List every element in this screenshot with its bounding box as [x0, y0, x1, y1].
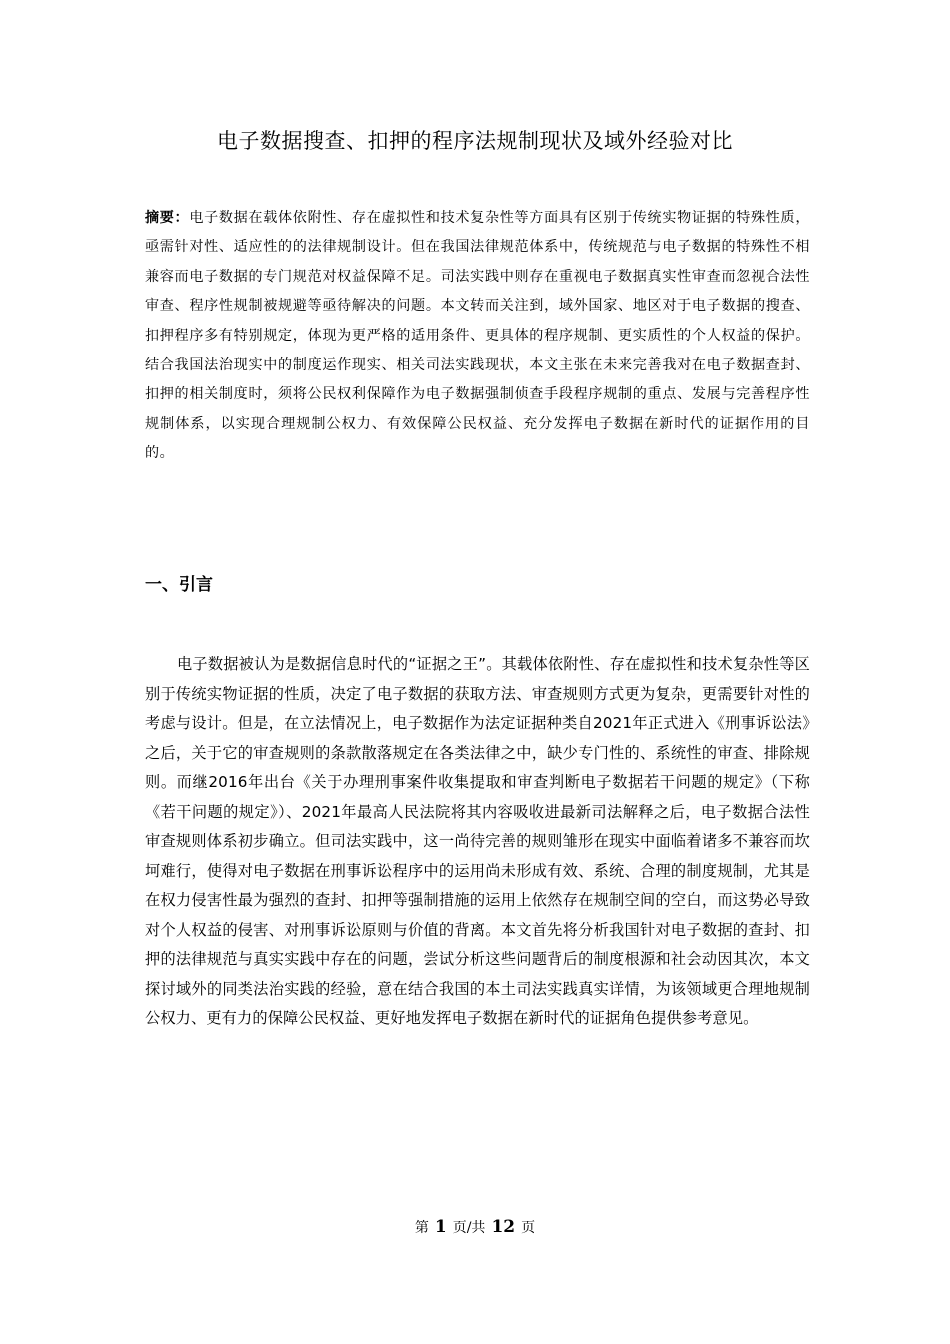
document-title: 电子数据搜查、扣押的程序法规制现状及域外经验对比 — [217, 129, 733, 153]
footer-page-number: 1 — [434, 1217, 447, 1237]
page-footer — [0, 1217, 950, 1237]
abstract-label: 摘要： — [145, 210, 190, 226]
footer-middle: 页/共 — [452, 1220, 486, 1236]
section-heading: 一、引言 — [145, 575, 213, 595]
footer-total-pages: 12 — [491, 1217, 516, 1237]
body-paragraph: 电子数据被认为是数据信息时代的“证据之王”。其载体依附性、存在虚拟性和技术复杂性等区别于传统实物证据的性质，决定了电子数据的获取方法、审查规则方式更为复杂，更需要针对性的考虑与设计。但是，在立法情况上，电子数据作为法定证据种类自2021年正式进入《刑事诉讼法》之后，关于它的审查规则的条款散落规定在各类法律之中，缺少专门性的、系统性的审查、排除规则。而继2016年出台《关于办理刑事案件收集提取和审查判断电子数据若干问题的规定》（下称《若干问题的规定》）、2021年最高人民法院将其内容吸收进最新司法解释之后，电子数据合法性审查规则体系初步确立。但司法实践中，这一尚待完善的规则雏形在现实中面临着诸多不兼容而坎坷难行，使得对电子数据在刑事诉讼程序中的运用尚未形成有效、系统、合理的制度规制，尤其是在权力侵害性最为强烈的查封、扣押等强制措施的运用上依然存在规制空间的空白，而这势必导致对个人权益的侵害、对刑事诉讼原则与价值的背离。本文首先将分析我国针对电子数据的查封、扣押的法律规范与真实实践中存在的问题，尝试分析这些问题背后的制度根源和社会动因其次，本文探讨域外的同类法治实践的经验，意在结合我国的本土司法实践真实详情，为该领域更合理地规制公权力、更有力的保障公民权益、更好地发挥电子数据在新时代的证据角色提供参考意见。 — [145, 655, 810, 1027]
footer-prefix: 第 — [414, 1220, 429, 1236]
abstract — [145, 204, 810, 469]
abstract-text: 电子数据在载体依附性、存在虚拟性和技术复杂性等方面具有区别于传统实物证据的特殊性质，亟需针对性、适应性的的法律规制设计。但在我国法律规范体系中，传统规范与电子数据的特殊性不相兼容而电子数据的专门规范对权益保障不足。司法实践中则存在重视电子数据真实性审查而忽视合法性审查、程序性规制被规避等亟待解决的问题。本文转而关注到，域外国家、地区对于电子数据的搜查、扣押程序多有特别规定，体现为更严格的适用条件、更具体的程序规制、更实质性的个人权益的保护。结合我国法治现实中的制度运作现实、相关司法实践现状，本文主张在未来完善我对在电子数据查封、扣押的相关制度时，须将公民权利保障作为电子数据强制侦查手段程序规制的重点、发展与完善程序性规制体系，以实现合理规制公权力、有效保障公民权益、充分发挥电子数据在新时代的证据作用的目的。 — [145, 210, 810, 462]
footer-suffix: 页 — [521, 1220, 536, 1236]
